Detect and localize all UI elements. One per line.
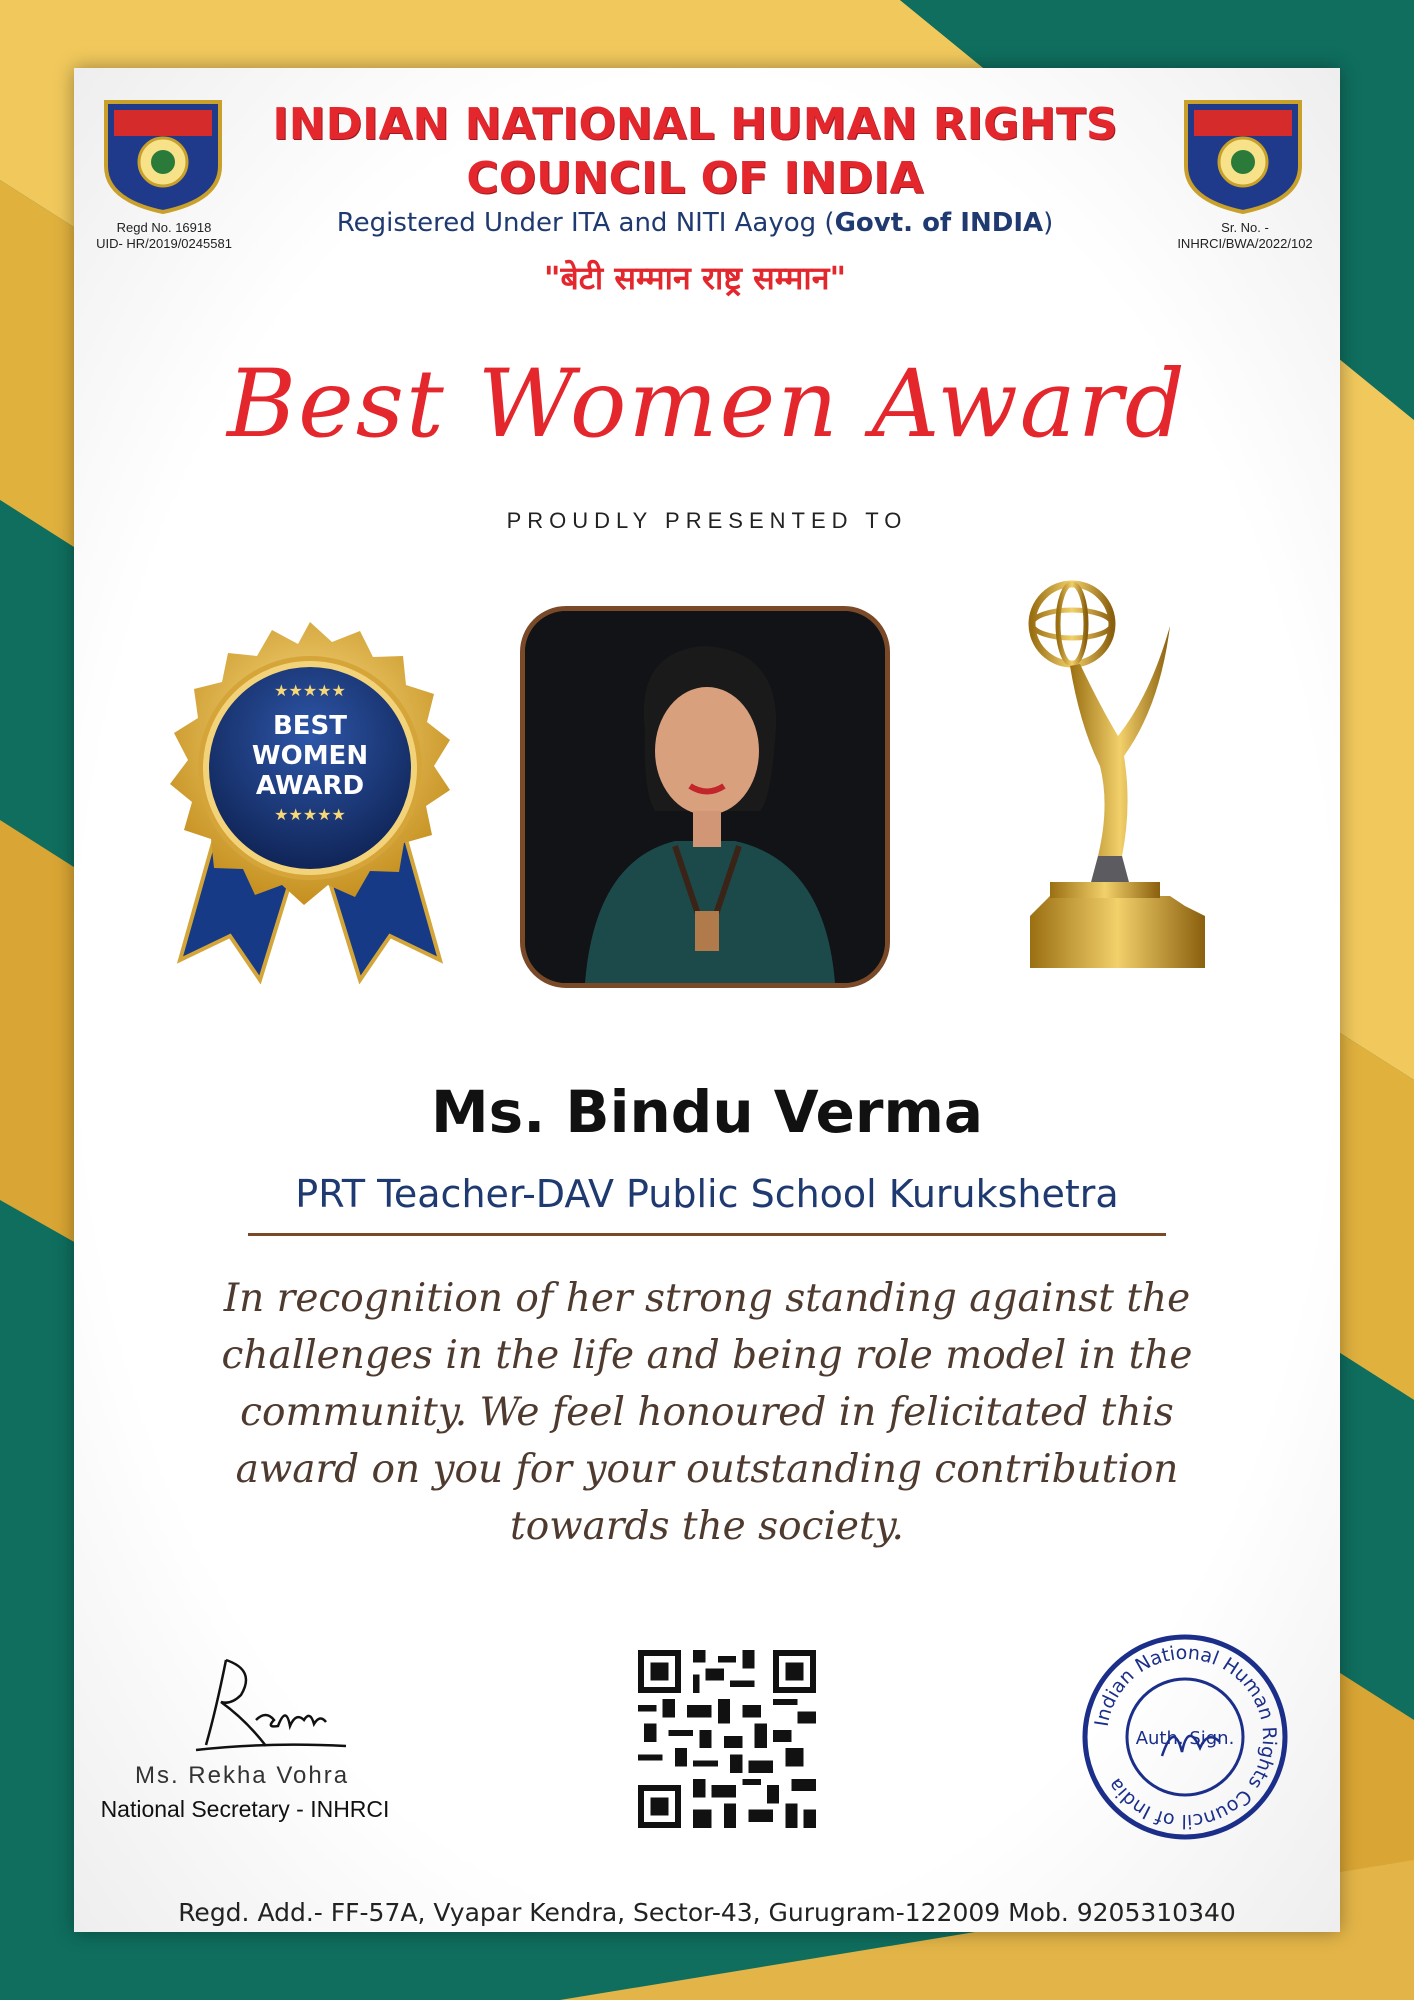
signatory-name: Ms. Rekha Vohra — [134, 1762, 350, 1789]
citation-text — [150, 1270, 1264, 1555]
seal-ring-text: Indian National Human Rights Council of India — [1090, 1641, 1281, 1833]
citation-line: In recognition of her strong standing against the — [223, 1276, 1191, 1321]
slogan: "बेटी सम्मान राष्ट्र सम्मान" — [543, 259, 847, 297]
registration-line — [230, 208, 1160, 238]
recipient-name: Ms. Bindu Verma — [430, 1078, 984, 1146]
org-name-line2: COUNCIL OF INDIA — [466, 153, 924, 204]
citation-line: challenges in the life and being role model in the — [221, 1333, 1193, 1378]
sr-no-label: Sr. No. - — [1221, 220, 1269, 235]
registration-suffix: ) — [1043, 208, 1054, 238]
award-ribbon-badge — [160, 618, 460, 984]
org-name-line1: INDIAN NATIONAL HUMAN RIGHTS — [272, 99, 1118, 150]
citation-line: towards the society. — [510, 1504, 904, 1549]
seal-center-text: Auth. Sign. — [1135, 1728, 1235, 1749]
badge-line3: AWARD — [255, 771, 365, 801]
badge-stars-bottom: ★★★★★ — [274, 805, 346, 824]
badge-line1: BEST — [272, 711, 348, 741]
portrait-figure — [525, 611, 885, 983]
badge-stars-top: ★★★★★ — [274, 681, 346, 700]
presented-to: PROUDLY PRESENTED TO — [506, 508, 908, 533]
portrait-photo — [520, 606, 890, 988]
citation-line: community. We feel honoured in felicitated this — [240, 1390, 1174, 1435]
inhrci-emblem-icon — [100, 96, 226, 214]
uid-number: UID- HR/2019/0245581 — [96, 236, 232, 251]
footer-address: Regd. Add.- FF-57A, Vyapar Kendra, Sector-43, Gurugram-122009 Mob. 9205310340 — [178, 1898, 1236, 1927]
signatory-title: National Secretary - INHRCI — [100, 1796, 390, 1822]
registration-govt: Govt. of INDIA — [834, 208, 1044, 238]
regd-no: Regd No. 16918 — [116, 220, 212, 235]
registration-prefix: Registered Under ITA and NITI Aayog ( — [336, 208, 835, 238]
trophy-icon — [1010, 576, 1240, 996]
badge-line2: WOMEN — [251, 741, 369, 771]
signature-icon — [186, 1650, 356, 1760]
sr-number: INHRCI/BWA/2022/102 — [1177, 236, 1313, 251]
inhrci-emblem-icon — [1180, 96, 1306, 214]
award-title: Best Women Award — [227, 350, 1187, 459]
divider-line — [248, 1233, 1166, 1236]
citation-line: award on you for your outstanding contribution — [235, 1447, 1179, 1492]
recipient-role: PRT Teacher-DAV Public School Kurukshetra — [295, 1172, 1119, 1216]
official-seal-stamp — [1078, 1630, 1292, 1844]
qr-code-icon — [638, 1650, 816, 1828]
